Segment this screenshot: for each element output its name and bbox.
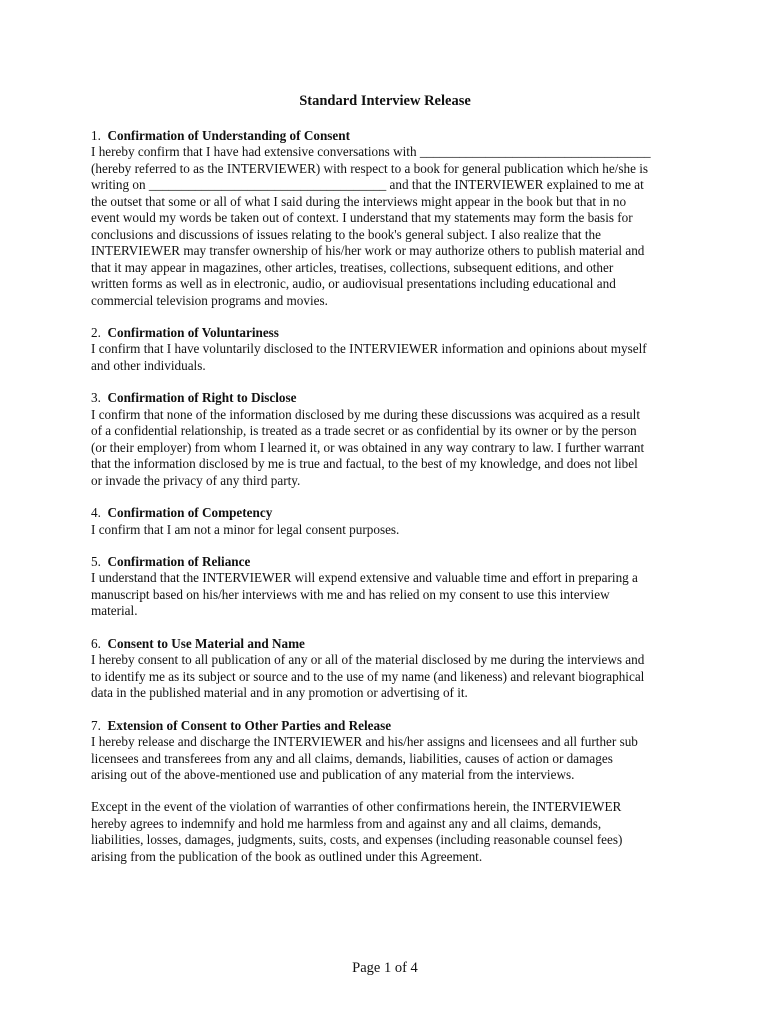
section-heading	[91, 390, 683, 406]
section-number: 3.	[91, 390, 101, 406]
section-title: Confirmation of Right to Disclose	[107, 390, 297, 406]
section-line: I hereby confirm that I have had extensive conversations with ___________________________________	[91, 144, 651, 160]
section-line: I confirm that none of the information disclosed by me during these discussions was acquired as a result	[91, 406, 640, 422]
section-line: data in the published material and in any promotion or advertising of it.	[91, 685, 468, 701]
section-5	[91, 554, 683, 620]
section-number: 5.	[91, 553, 101, 569]
section-line: or invade the privacy of any third party.	[91, 472, 301, 488]
section-number: 7.	[91, 717, 101, 733]
section-line: licensees and transferees from any and all claims, demands, liabilities, causes of action or damages	[91, 750, 613, 766]
document-body	[91, 128, 683, 881]
sections-container	[91, 128, 683, 783]
section-line: I hereby consent to all publication of any or all of the material disclosed by me during the interviews and	[91, 652, 645, 668]
section-line: arising out of the above-mentioned use and publication of any material from the interviews.	[91, 766, 575, 782]
section-heading	[91, 128, 683, 144]
section-title: Confirmation of Reliance	[107, 553, 251, 569]
section-2	[91, 325, 683, 374]
section-3	[91, 390, 683, 489]
section-heading	[91, 554, 683, 570]
section-line: (hereby referred to as the INTERVIEWER) with respect to a book for general publication which he/she is	[91, 160, 649, 176]
closing-line: arising from the publication of the book as outlined under this Agreement.	[91, 848, 483, 864]
section-line: event would my words be taken out of context. I understand that my statements may form the basis for	[91, 210, 633, 226]
closing-line: Except in the event of the violation of warranties of other confirmations herein, the INTERVIEWER	[91, 799, 622, 815]
section-7	[91, 718, 683, 784]
closing-line: liabilities, losses, damages, judgments, suits, costs, and expenses (including reasonable counsel fees)	[91, 832, 623, 848]
section-line: the outset that some or all of what I said during the interviews might appear in the book but that in no	[91, 193, 627, 209]
section-line: that the information disclosed by me is true and factual, to the best of my knowledge, and does not libel	[91, 456, 638, 472]
section-line: (or their employer) from whom I learned it, or was obtained in any way contrary to law. I further warrant	[91, 439, 645, 455]
section-6	[91, 636, 683, 702]
section-line: conclusions and discussions of issues relating to the book's general subject. I also realize that the	[91, 226, 601, 242]
section-line: I understand that the INTERVIEWER will expend extensive and valuable time and effort in preparing a	[91, 570, 638, 586]
section-line: I confirm that I have voluntarily disclosed to the INTERVIEWER information and opinions about myself	[91, 341, 647, 357]
section-line: I hereby release and discharge the INTERVIEWER and his/her assigns and licensees and all further sub	[91, 734, 638, 750]
section-number: 1.	[91, 128, 101, 143]
section-title: Confirmation of Understanding of Consent	[107, 128, 351, 143]
section-line: of a confidential relationship, is treated as a trade secret or as confidential by its owner or by the person	[91, 423, 637, 439]
section-4	[91, 505, 683, 538]
section-line: I confirm that I am not a minor for legal consent purposes.	[91, 521, 400, 537]
section-line: that it may appear in magazines, other articles, treatises, collections, subsequent editions, and other	[91, 259, 614, 275]
section-line: and other individuals.	[91, 357, 206, 373]
section-number: 2.	[91, 324, 101, 340]
page-number: Page 1 of 4	[352, 960, 418, 976]
section-line: commercial television programs and movies.	[91, 292, 328, 308]
closing-paragraph	[91, 799, 683, 865]
section-number: 4.	[91, 505, 101, 521]
section-title: Extension of Consent to Other Parties and Release	[107, 717, 392, 733]
section-heading	[91, 505, 683, 521]
section-heading	[91, 718, 683, 734]
section-title: Confirmation of Voluntariness	[107, 324, 279, 340]
section-line: written forms as well as in electronic, audio, or audiovisual presentations including educational and	[91, 276, 616, 292]
closing-line: hereby agrees to indemnify and hold me harmless from and against any and all claims, demands,	[91, 815, 602, 831]
section-line: to identify me as its subject or source and to the use of my name (and likeness) and relevant biographical	[91, 668, 645, 684]
section-line: INTERVIEWER may transfer ownership of his/her work or may authorize others to publish material and	[91, 243, 645, 259]
section-line: manuscript based on his/her interviews with me and has relied on my consent to use this interview	[91, 586, 610, 602]
document-title: Standard Interview Release	[299, 93, 471, 109]
section-title: Consent to Use Material and Name	[107, 635, 305, 651]
section-title: Confirmation of Competency	[107, 505, 273, 521]
section-line: writing on ____________________________________ and that the INTERVIEWER explained to me at	[91, 177, 644, 193]
section-line: material.	[91, 603, 138, 619]
section-number: 6.	[91, 635, 101, 651]
section-heading	[91, 636, 683, 652]
section-1	[91, 128, 683, 309]
section-heading	[91, 325, 683, 341]
